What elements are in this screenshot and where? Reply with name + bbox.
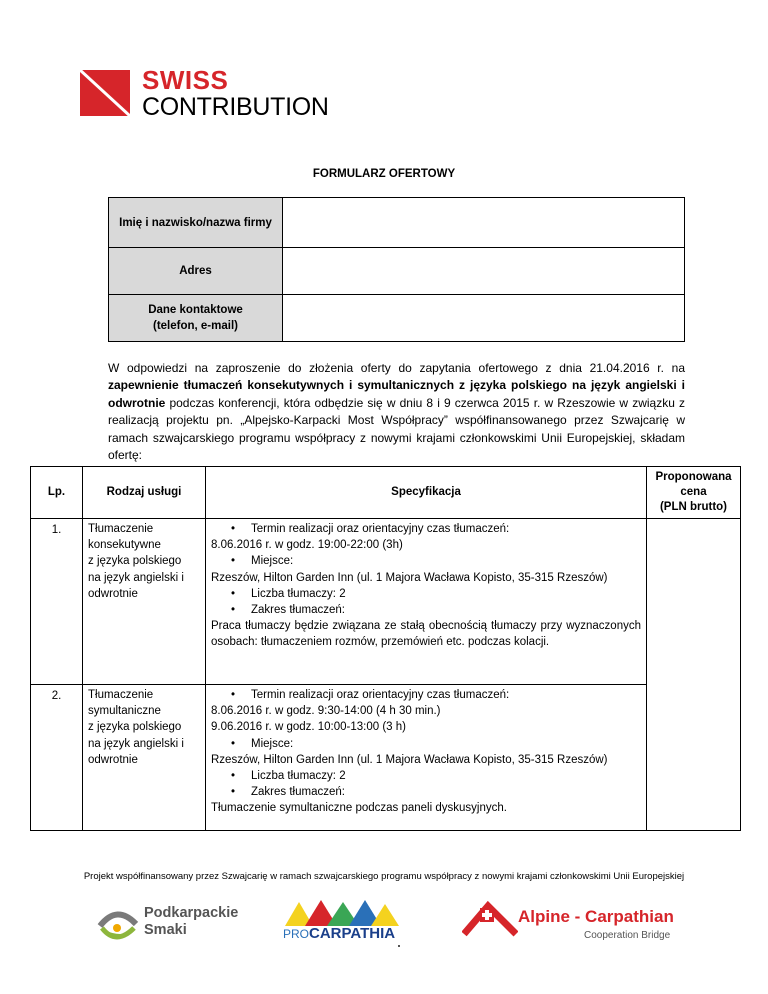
- row2-service-line: odwrotnie: [88, 753, 138, 766]
- intro-part2: podczas konferencji, która odbędzie się w dniu 8 i 9 czerwca 2015 r. w Rzeszowie w związku z realizacją projektu pn. „Alpejsko-Karpacki Most Współpracy” współfinansowanego przez Szwajcarię w ramach szwajcarskiego programu współpracy z nowymi krajami członkowskimi Unii Europejskiej, składam ofertę:: [108, 395, 685, 463]
- offer-row-1: [31, 519, 741, 685]
- header-price-line3: (PLN brutto): [659, 501, 728, 513]
- contact-value-contact[interactable]: [283, 295, 685, 342]
- spec-item: 9.06.2016 r. w godz. 10:00-13:00 (3 h): [211, 721, 406, 734]
- offer-table: [30, 466, 741, 831]
- contact-row-address: [109, 248, 685, 295]
- procarp-name: CARPATHIA: [309, 925, 396, 942]
- logo-text-swiss: SWISS: [142, 65, 229, 95]
- podkarpackie-smaki-logo: [92, 898, 242, 950]
- contact-label-contact: [109, 295, 283, 342]
- contact-label-line1: Dane kontaktowe: [148, 304, 243, 316]
- document-title: FORMULARZ OFERTOWY: [312, 168, 456, 180]
- row2-service-line: na język angielski i: [88, 737, 184, 750]
- contact-row-contact: [109, 295, 685, 342]
- intro-paragraph: [108, 360, 685, 464]
- row2-service-line: symultaniczne: [88, 705, 161, 718]
- spec-item: Praca tłumaczy będzie związana ze stałą obecnością tłumaczy przy wyznaczonych osobach: tłumaczeniem rozmów, przemówień etc. podczas kolacji.: [211, 620, 641, 649]
- contact-value-address[interactable]: [283, 248, 685, 295]
- offer-header-row: [31, 467, 741, 519]
- header-price-line2: cena: [680, 486, 707, 498]
- spec-item: • Termin realizacji oraz orientacyjny czas tłumaczeń:: [211, 521, 641, 537]
- row1-service-line: z języka polskiego: [88, 555, 182, 568]
- offer-row-2: [31, 685, 741, 831]
- spec-item: • Liczba tłumaczy: 2: [211, 586, 641, 602]
- alpine-carpathian-emblem-icon: [462, 900, 518, 940]
- podkarpackie-smaki-emblem-icon: [92, 898, 142, 946]
- alpine-carpathian-text: Alpine - Carpathian: [518, 907, 674, 926]
- podkarpackie-smaki-text: [144, 905, 238, 939]
- row2-service-line: Tłumaczenie: [88, 689, 154, 701]
- row1-service-line: konsekutywne: [88, 539, 161, 552]
- header-lp: Lp.: [31, 467, 83, 519]
- row1-service-line: na język angielski i: [88, 571, 184, 584]
- row1-spec: [206, 519, 647, 685]
- spec-item: Rzeszów, Hilton Garden Inn (ul. 1 Majora Wacława Kopisto, 35-315 Rzeszów): [211, 753, 608, 766]
- spec-item: • Miejsce:: [211, 736, 641, 752]
- alpine-carpathian-logo: [462, 900, 684, 948]
- procarpathia-mountains-icon: [283, 898, 403, 926]
- spec-item: • Termin realizacji oraz orientacyjny czas tłumaczeń:: [211, 687, 641, 703]
- row2-lp: 2.: [31, 685, 83, 831]
- contact-label-name: Imię i nazwisko/nazwa firmy: [109, 198, 283, 248]
- decorative-dot: [398, 945, 400, 947]
- podk-line2: Smaki: [144, 922, 187, 938]
- spec-item: Tłumaczenie symultaniczne podczas paneli dyskusyjnych.: [211, 802, 507, 815]
- contact-row-name: [109, 198, 685, 248]
- row2-service-line: z języka polskiego: [88, 721, 182, 734]
- procarpathia-text: [283, 926, 395, 942]
- spec-item: Rzeszów, Hilton Garden Inn (ul. 1 Majora Wacława Kopisto, 35-315 Rzeszów): [211, 571, 608, 584]
- podk-line1: Podkarpackie: [144, 905, 239, 921]
- row1-service: [83, 519, 206, 685]
- header-price-line1: Proponowana: [655, 471, 732, 483]
- spec-item: • Zakres tłumaczeń:: [211, 602, 641, 618]
- spec-item: • Liczba tłumaczy: 2: [211, 768, 641, 784]
- footer-cofinancing-note: Projekt współfinansowany przez Szwajcarię w ramach szwajcarskiego programu współpracy z nowymi krajami członkowskimi Unii Europejskiej: [83, 871, 685, 882]
- header-spec: Specyfikacja: [206, 467, 647, 519]
- spec-item: • Miejsce:: [211, 553, 641, 569]
- row1-lp: 1.: [31, 519, 83, 685]
- price-input-cell[interactable]: [647, 519, 741, 831]
- contact-value-name[interactable]: [283, 198, 685, 248]
- row1-service-line: Tłumaczenie: [88, 523, 154, 535]
- contact-label-address: Adres: [109, 248, 283, 295]
- header-service: Rodzaj usługi: [83, 467, 206, 519]
- row2-service: [83, 685, 206, 831]
- spec-item: • Zakres tłumaczeń:: [211, 784, 641, 800]
- intro-bold: zapewnienie tłumaczeń konsekutywnych i symultanicznych z języka polskiego na język angielski i odwrotnie: [108, 378, 685, 410]
- header-price: [647, 467, 741, 519]
- procarp-pro: PRO: [283, 927, 310, 941]
- row2-spec: [206, 685, 647, 831]
- contact-label-line2: (telefon, e-mail): [153, 320, 238, 332]
- intro-part1: W odpowiedzi na zaproszenie do złożenia oferty do zapytania ofertowego z dnia 21.04.2016 r. na: [108, 361, 685, 375]
- procarpathia-logo: [283, 898, 403, 946]
- spec-item: 8.06.2016 r. w godz. 9:30-14:00 (4 h 30 min.): [211, 705, 441, 718]
- row1-service-line: odwrotnie: [88, 587, 138, 600]
- spec-item: 8.06.2016 r. w godz. 19:00-22:00 (3h): [211, 539, 403, 552]
- logo-text-contribution: CONTRIBUTION: [142, 93, 329, 121]
- swiss-logo-mark-icon: [80, 70, 130, 116]
- cooperation-bridge-text: Cooperation Bridge: [584, 930, 671, 941]
- contact-table: [108, 197, 685, 342]
